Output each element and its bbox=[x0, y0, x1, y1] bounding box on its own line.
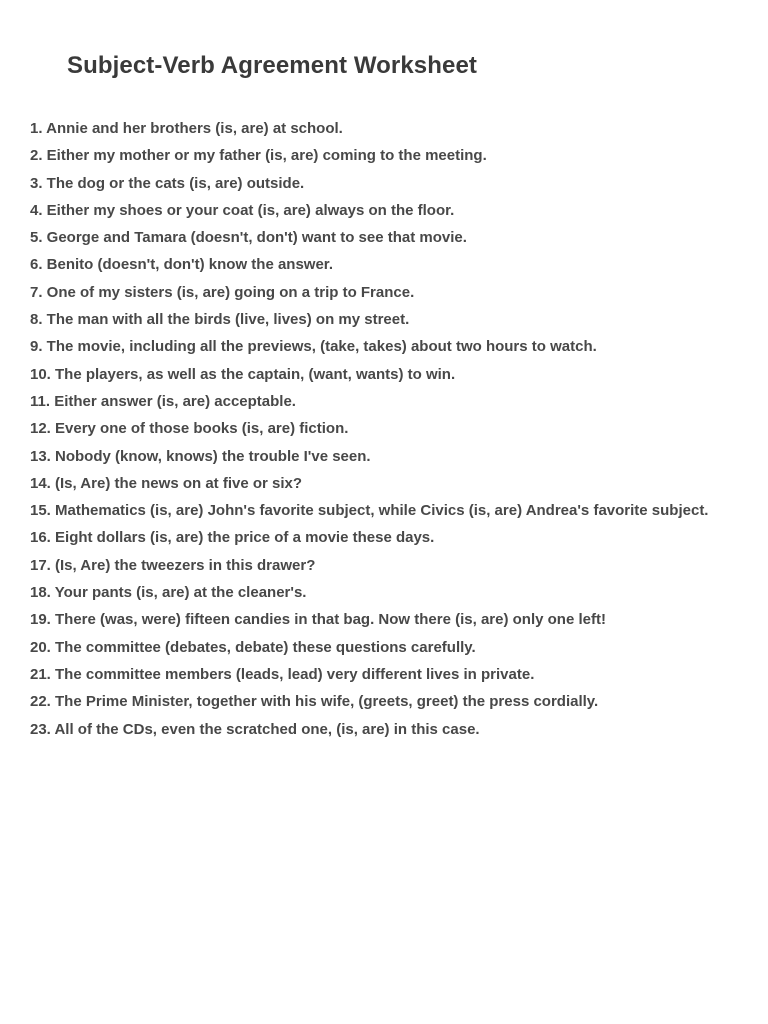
question-item: 7. One of my sisters (is, are) going on a trip to France. bbox=[30, 283, 415, 301]
question-item: 15. Mathematics (is, are) John's favorite subject, while Civics (is, are) Andrea's favorite subject. bbox=[30, 502, 709, 520]
question-item: 16. Eight dollars (is, are) the price of a movie these days. bbox=[30, 529, 435, 547]
question-item: 9. The movie, including all the previews, (take, takes) about two hours to watch. bbox=[30, 338, 597, 356]
question-list bbox=[30, 115, 720, 743]
question-item: 23. All of the CDs, even the scratched one, (is, are) in this case. bbox=[30, 720, 480, 738]
question-item: 19. There (was, were) fifteen candies in that bag. Now there (is, are) only one left! bbox=[30, 611, 606, 629]
question-item: 20. The committee (debates, debate) these questions carefully. bbox=[30, 638, 476, 656]
question-item: 14. (Is, Are) the news on at five or six? bbox=[30, 474, 303, 492]
question-item: 3. The dog or the cats (is, are) outside. bbox=[30, 174, 305, 192]
question-item: 5. George and Tamara (doesn't, don't) want to see that movie. bbox=[30, 229, 467, 247]
question-item: 6. Benito (doesn't, don't) know the answer. bbox=[30, 256, 333, 274]
worksheet-title: Subject-Verb Agreement Worksheet bbox=[67, 52, 477, 79]
question-item: 10. The players, as well as the captain, (want, wants) to win. bbox=[30, 365, 456, 383]
question-item: 1. Annie and her brothers (is, are) at school. bbox=[30, 120, 343, 137]
question-item: 17. (Is, Are) the tweezers in this drawer? bbox=[30, 556, 316, 574]
question-item: 22. The Prime Minister, together with his wife, (greets, greet) the press cordially. bbox=[30, 693, 599, 711]
question-item: 2. Either my mother or my father (is, are) coming to the meeting. bbox=[30, 147, 487, 165]
question-item: 8. The man with all the birds (live, lives) on my street. bbox=[30, 311, 410, 329]
question-item: 13. Nobody (know, knows) the trouble I've seen. bbox=[30, 447, 371, 465]
question-item: 4. Either my shoes or your coat (is, are) always on the floor. bbox=[30, 201, 455, 219]
question-item: 11. Either answer (is, are) acceptable. bbox=[30, 392, 296, 410]
question-item: 12. Every one of those books (is, are) fiction. bbox=[30, 420, 349, 438]
question-item: 18. Your pants (is, are) at the cleaner's. bbox=[30, 584, 307, 602]
question-item: 21. The committee members (leads, lead) very different lives in private. bbox=[30, 665, 535, 683]
